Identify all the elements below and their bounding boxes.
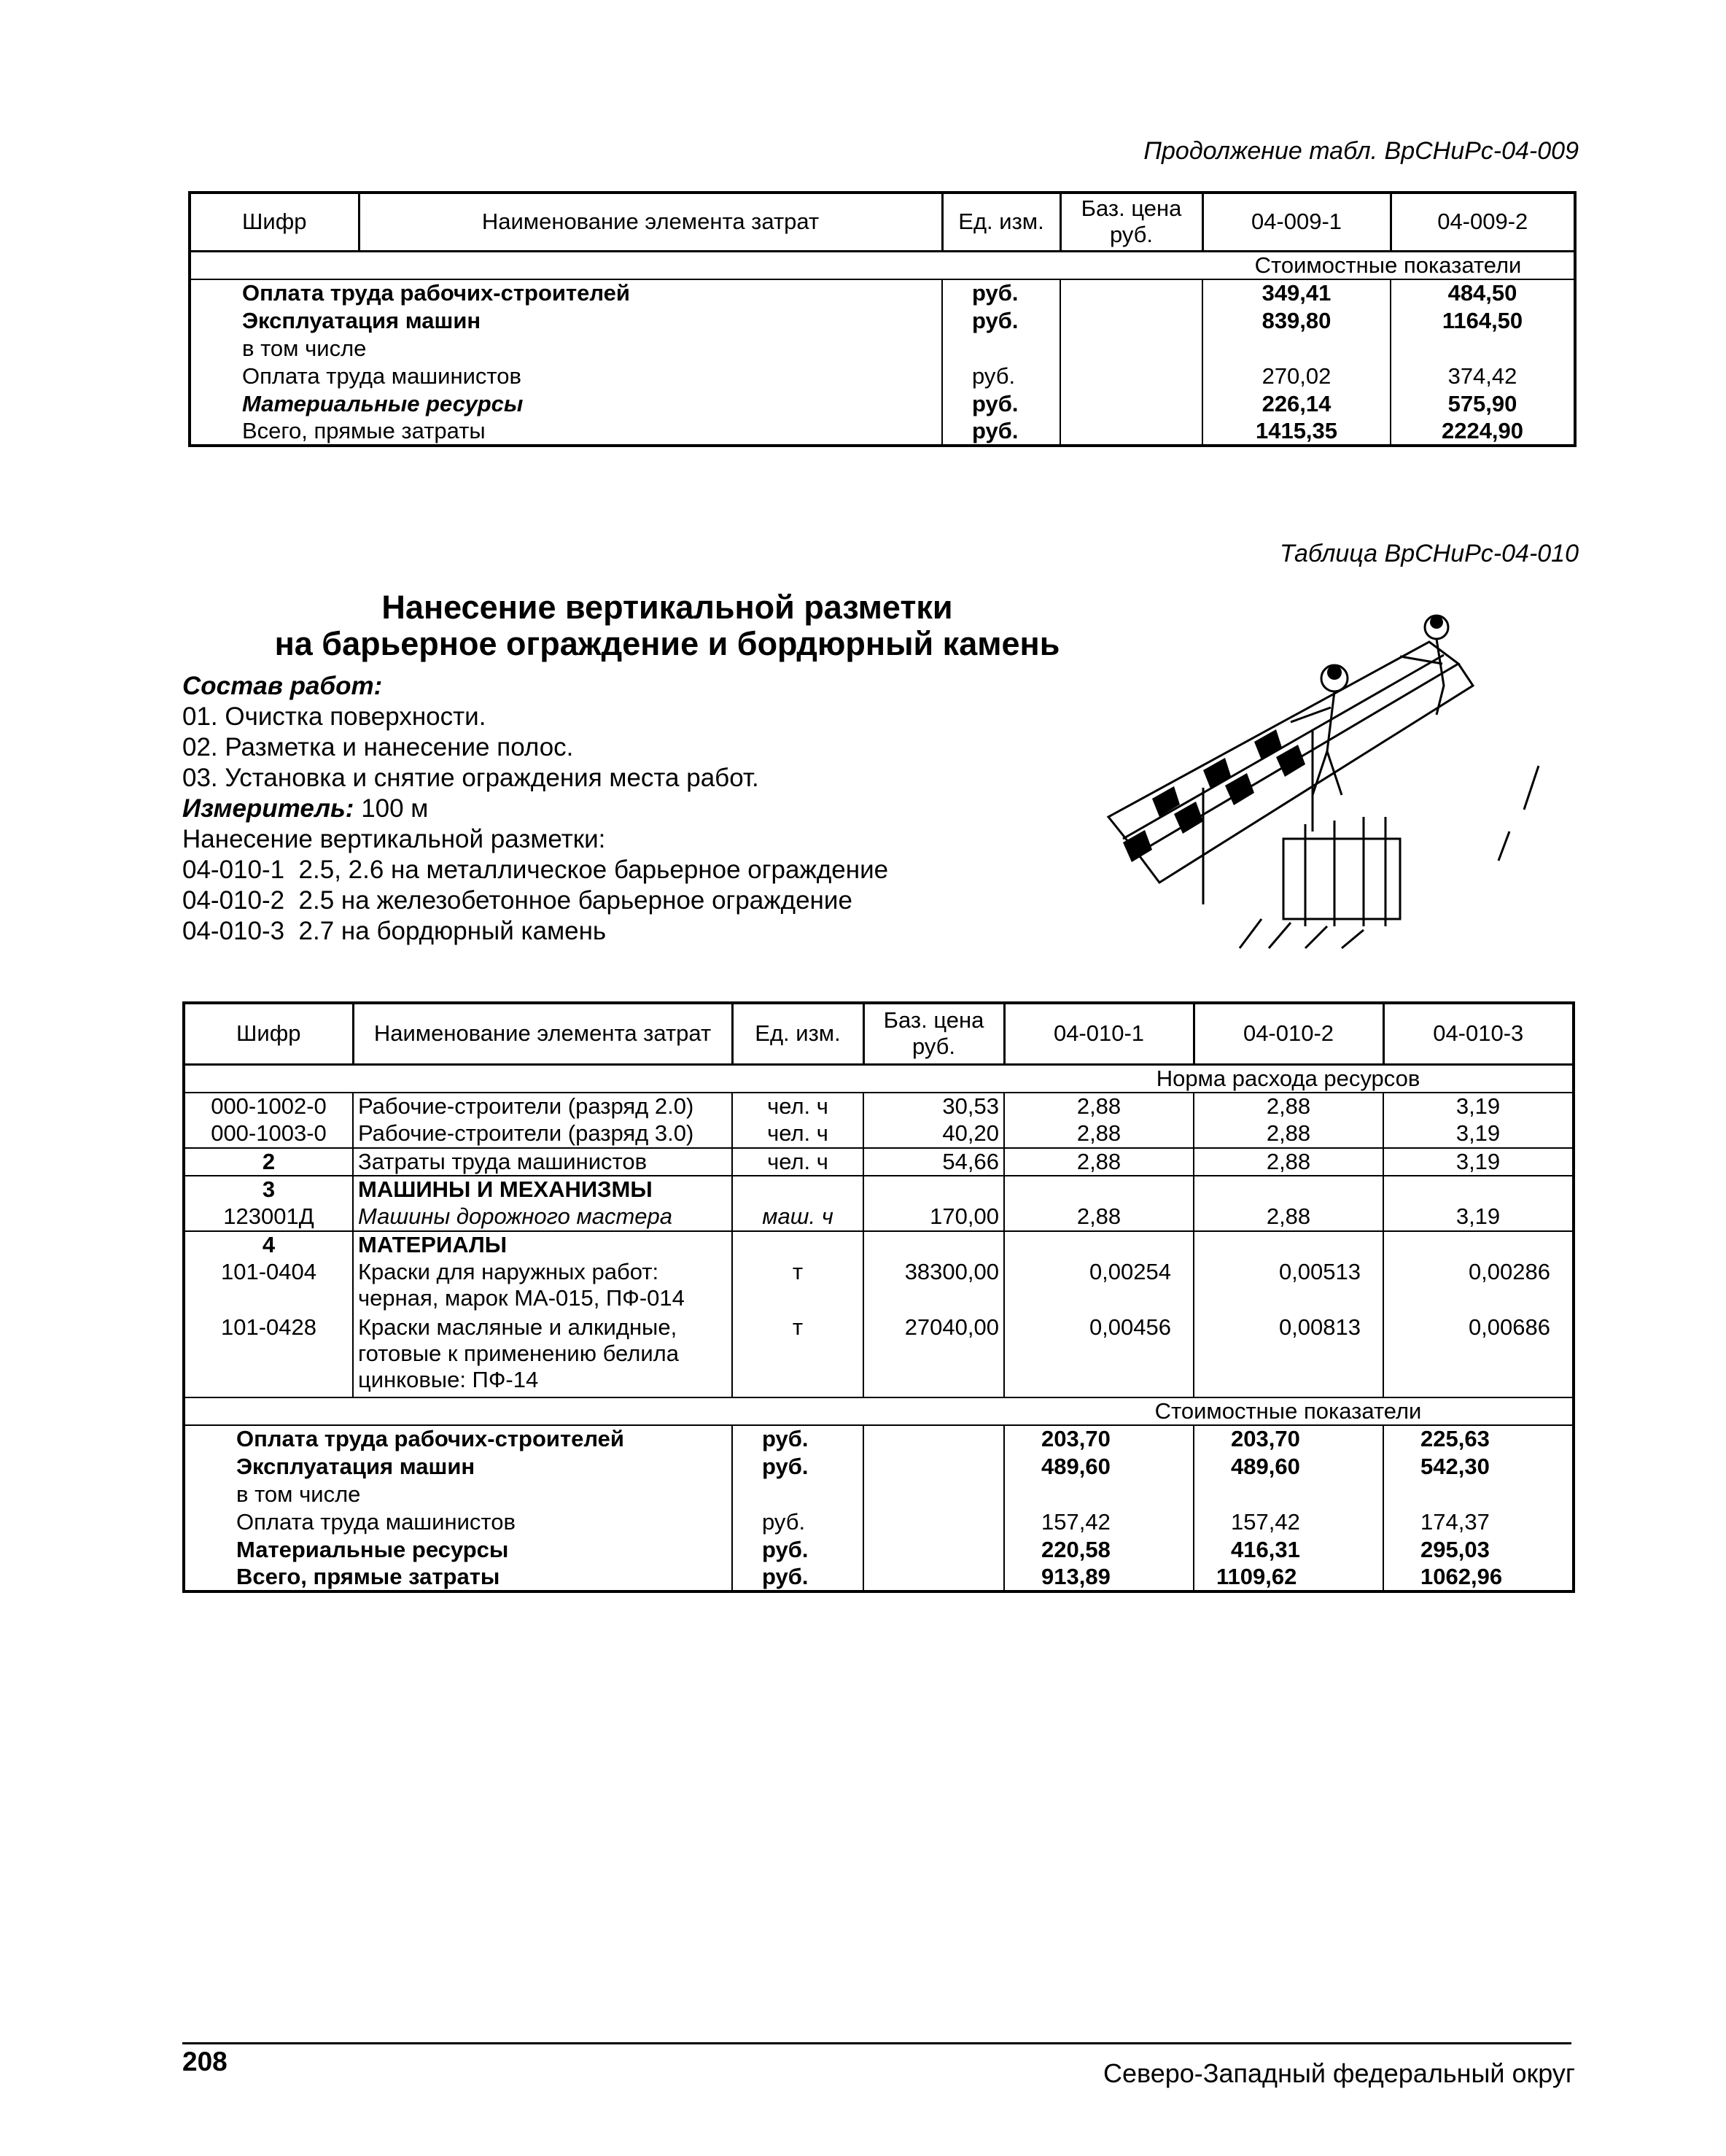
header-price: Баз. цена руб. xyxy=(863,1003,1004,1064)
name-cell: Затраты труда машинистов xyxy=(353,1148,732,1176)
name-cell: Рабочие-строители (разряд 2.0) xyxy=(353,1093,732,1120)
value-cell: 489,60 xyxy=(1194,1453,1383,1481)
unit-cell: т xyxy=(732,1314,863,1397)
value-cell: 2,88 xyxy=(1194,1148,1383,1176)
name-cell xyxy=(353,1259,732,1314)
unit-cell: руб. xyxy=(942,362,1060,390)
table-row: Материальные ресурсы xyxy=(190,390,942,418)
name-cell xyxy=(353,1314,732,1397)
value-cell: 0,00286 xyxy=(1383,1259,1574,1314)
value-cell: 0,00813 xyxy=(1194,1314,1383,1397)
unit-cell: чел. ч xyxy=(732,1148,863,1176)
unit-cell: руб. xyxy=(942,418,1060,446)
value-cell: 157,42 xyxy=(1194,1508,1383,1536)
list-item: 02. Разметка и нанесение полос. xyxy=(182,733,574,761)
list-item: 04-010-2 2.5 на железобетонное барьерное ограждение xyxy=(182,886,852,915)
value-cell: 3,19 xyxy=(1383,1093,1574,1120)
header-price: Баз. цена руб. xyxy=(1060,193,1202,251)
value-cell: 3,19 xyxy=(1383,1203,1574,1231)
norm-label: Норма расхода ресурсов xyxy=(1004,1064,1574,1093)
value-cell: 220,58 xyxy=(1004,1536,1194,1564)
code-cell: 123001Д xyxy=(184,1203,353,1231)
page-title: Нанесение вертикальной разметки xyxy=(381,589,953,626)
value-cell: 203,70 xyxy=(1004,1425,1194,1453)
table-row: Оплата труда рабочих-строителей xyxy=(190,279,942,307)
value-cell: 3,19 xyxy=(1383,1148,1574,1176)
barrier-painting-illustration xyxy=(1094,598,1560,963)
section-heading: МАТЕРИАЛЫ xyxy=(353,1231,732,1259)
table-row: Всего, прямые затраты xyxy=(184,1564,732,1591)
cost-label: Стоимостные показатели xyxy=(1004,1397,1574,1425)
unit-cell: чел. ч xyxy=(732,1120,863,1148)
table-row: Эксплуатация машин xyxy=(190,307,942,335)
header-unit: Ед. изм. xyxy=(942,193,1060,251)
unit-cell: маш. ч xyxy=(732,1203,863,1231)
value-cell: 2,88 xyxy=(1194,1203,1383,1231)
table-row: Материальные ресурсы xyxy=(184,1536,732,1564)
code-cell: 4 xyxy=(184,1231,353,1259)
list-item: 04-010-3 2.7 на бордюрный камень xyxy=(182,917,607,945)
name-line: Краски для наружных работ: xyxy=(358,1258,659,1284)
header-variant-1: 04-009-1 xyxy=(1202,193,1391,251)
table-row: Эксплуатация машин xyxy=(184,1453,732,1481)
value-cell: 542,30 xyxy=(1383,1453,1574,1481)
value-cell: 0,00456 xyxy=(1004,1314,1194,1397)
value-cell: 0,00513 xyxy=(1194,1259,1383,1314)
page-subtitle: на барьерное ограждение и бордюрный камень xyxy=(274,625,1060,662)
table-row: Оплата труда машинистов xyxy=(190,362,942,390)
value-cell: 1062,96 xyxy=(1383,1564,1574,1591)
footer-rule xyxy=(182,2042,1571,2044)
table-row: Оплата труда рабочих-строителей xyxy=(184,1425,732,1453)
header-variant-2: 04-009-2 xyxy=(1391,193,1575,251)
unit-cell: т xyxy=(732,1259,863,1314)
value-cell: 1415,35 xyxy=(1202,418,1391,446)
table-row: в том числе xyxy=(190,335,942,362)
header-unit: Ед. изм. xyxy=(732,1003,863,1064)
value-cell: 489,60 xyxy=(1004,1453,1194,1481)
unit-cell: руб. xyxy=(942,307,1060,335)
continuation-caption: Продолжение табл. ВрСНиРс-04-009 xyxy=(1143,137,1579,165)
table-04-009 xyxy=(188,191,1577,447)
name-line: цинковые: ПФ-14 xyxy=(358,1366,539,1392)
unit-cell: руб. xyxy=(942,279,1060,307)
value-cell: 203,70 xyxy=(1194,1425,1383,1453)
value-cell: 225,63 xyxy=(1383,1425,1574,1453)
code-cell: 3 xyxy=(184,1176,353,1203)
value-cell: 349,41 xyxy=(1202,279,1391,307)
value-cell: 174,37 xyxy=(1383,1508,1574,1536)
code-cell: 2 xyxy=(184,1148,353,1176)
table-04-010 xyxy=(182,1001,1575,1593)
value-cell: 2,88 xyxy=(1004,1203,1194,1231)
code-cell: 000-1003-0 xyxy=(184,1120,353,1148)
header-code: Шифр xyxy=(190,193,359,251)
table-row: Всего, прямые затраты xyxy=(190,418,942,446)
name-cell: Рабочие-строители (разряд 3.0) xyxy=(353,1120,732,1148)
value-cell: 575,90 xyxy=(1391,390,1575,418)
value-cell: 416,31 xyxy=(1194,1536,1383,1564)
price-cell: 54,66 xyxy=(863,1148,1004,1176)
value-cell: 1109,62 xyxy=(1194,1564,1383,1591)
footer-region: Северо-Западный федеральный округ xyxy=(1103,2058,1575,2088)
price-cell: 40,20 xyxy=(863,1120,1004,1148)
name-line: Краски масляные и алкидные, xyxy=(358,1314,677,1340)
header-variant-1: 04-010-1 xyxy=(1004,1003,1194,1064)
unit-cell: чел. ч xyxy=(732,1093,863,1120)
value-cell: 157,42 xyxy=(1004,1508,1194,1536)
meter-value: 100 м xyxy=(361,794,429,823)
section-heading: МАШИНЫ И МЕХАНИЗМЫ xyxy=(353,1176,732,1203)
value-cell: 270,02 xyxy=(1202,362,1391,390)
header-variant-3: 04-010-3 xyxy=(1383,1003,1574,1064)
unit-cell: руб. xyxy=(732,1508,863,1536)
table-row: Оплата труда машинистов xyxy=(184,1508,732,1536)
value-cell: 0,00686 xyxy=(1383,1314,1574,1397)
value-cell: 295,03 xyxy=(1383,1536,1574,1564)
works-label: Состав работ: xyxy=(182,672,383,700)
table-row: в том числе xyxy=(184,1481,732,1508)
code-cell: 101-0404 xyxy=(184,1259,353,1314)
name-line: готовые к применению белила xyxy=(358,1340,679,1366)
unit-cell: руб. xyxy=(732,1536,863,1564)
value-cell: 913,89 xyxy=(1004,1564,1194,1591)
value-cell: 0,00254 xyxy=(1004,1259,1194,1314)
name-line: черная, марок МА-015, ПФ-014 xyxy=(358,1284,685,1311)
value-cell: 2,88 xyxy=(1004,1093,1194,1120)
value-cell: 2,88 xyxy=(1004,1120,1194,1148)
unit-cell: руб. xyxy=(732,1425,863,1453)
unit-cell: руб. xyxy=(732,1453,863,1481)
name-cell: Машины дорожного мастера xyxy=(353,1203,732,1231)
list-item: 04-010-1 2.5, 2.6 на металлическое барьерное ограждение xyxy=(182,856,889,884)
header-variant-2: 04-010-2 xyxy=(1194,1003,1383,1064)
value-cell: 2,88 xyxy=(1194,1093,1383,1120)
unit-cell: руб. xyxy=(732,1564,863,1591)
code-cell: 101-0428 xyxy=(184,1314,353,1397)
price-cell: 170,00 xyxy=(863,1203,1004,1231)
price-cell: 30,53 xyxy=(863,1093,1004,1120)
list-item: 01. Очистка поверхности. xyxy=(182,702,486,731)
value-cell: 839,80 xyxy=(1202,307,1391,335)
meter-label: Измеритель: xyxy=(182,794,354,823)
code-cell: 000-1002-0 xyxy=(184,1093,353,1120)
header-name: Наименование элемента затрат xyxy=(353,1003,732,1064)
value-cell: 1164,50 xyxy=(1391,307,1575,335)
header-name: Наименование элемента затрат xyxy=(359,193,942,251)
section-label: Стоимостные показатели xyxy=(1202,251,1575,279)
value-cell: 226,14 xyxy=(1202,390,1391,418)
table-caption: Таблица ВрСНиРс-04-010 xyxy=(1279,540,1579,567)
marking-intro: Нанесение вертикальной разметки: xyxy=(182,825,606,853)
value-cell: 374,42 xyxy=(1391,362,1575,390)
value-cell: 2,88 xyxy=(1194,1120,1383,1148)
value-cell: 3,19 xyxy=(1383,1120,1574,1148)
unit-cell: руб. xyxy=(942,390,1060,418)
list-item: 03. Установка и снятие ограждения места работ. xyxy=(182,764,759,792)
price-cell: 27040,00 xyxy=(863,1314,1004,1397)
page-number: 208 xyxy=(182,2047,228,2076)
value-cell: 2224,90 xyxy=(1391,418,1575,446)
price-cell: 38300,00 xyxy=(863,1259,1004,1314)
value-cell: 484,50 xyxy=(1391,279,1575,307)
value-cell: 2,88 xyxy=(1004,1148,1194,1176)
header-code: Шифр xyxy=(184,1003,353,1064)
